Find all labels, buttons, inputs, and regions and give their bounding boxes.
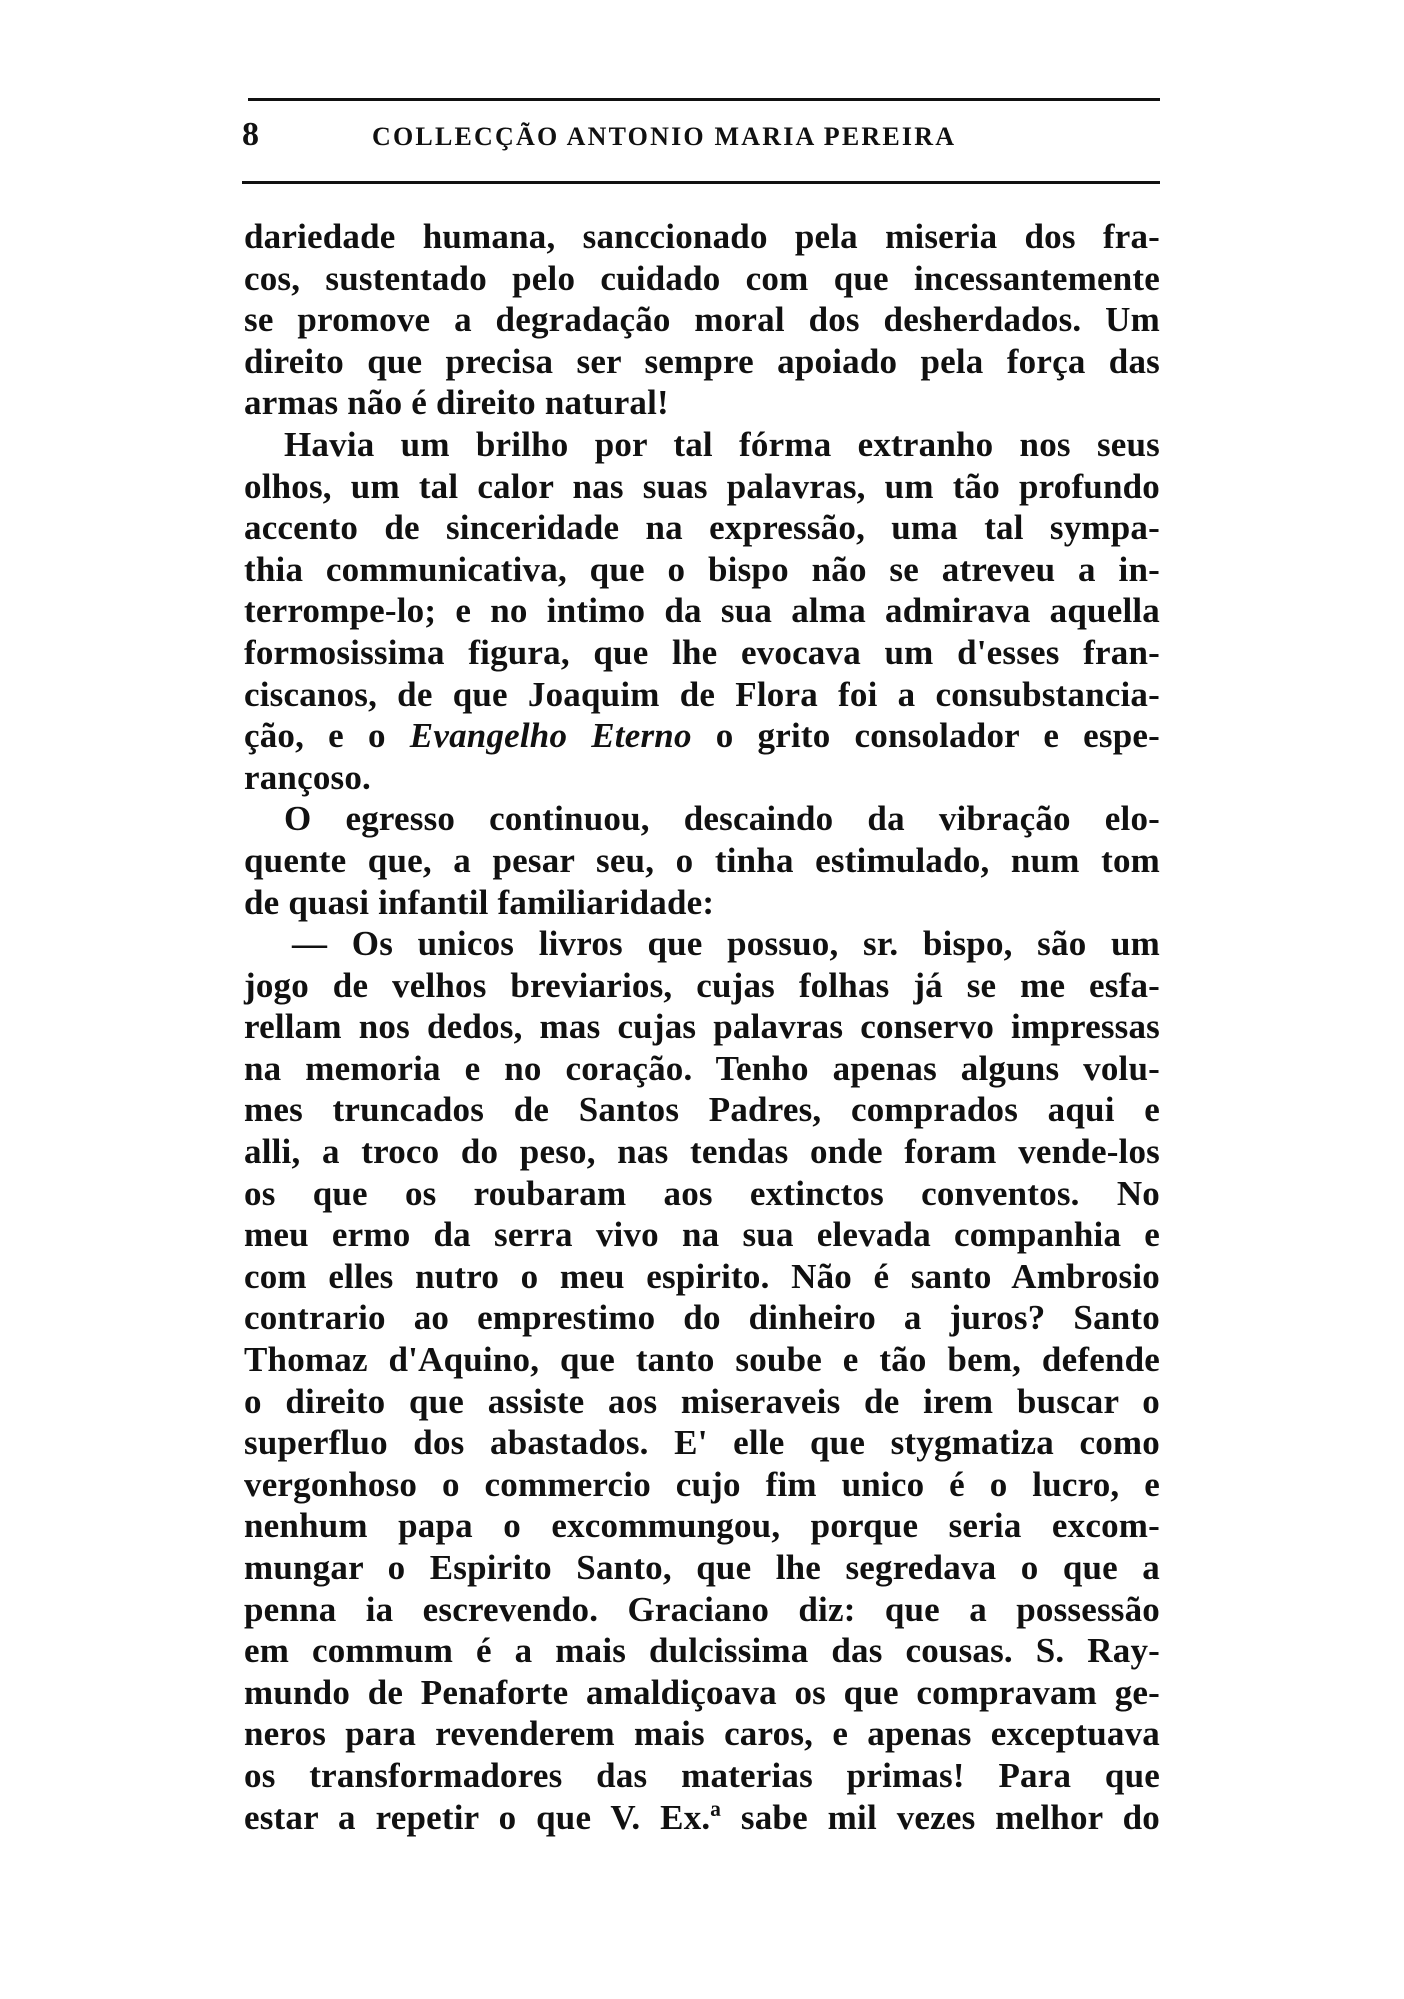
text-line: cos, sustentado pelo cuidado com que incessantemente	[244, 258, 1160, 298]
text-line: meu ermo da serra vivo na sua elevada companhia e	[244, 1215, 1160, 1255]
line-head: ção, e o	[244, 716, 410, 756]
text-line: os transformadores das materias primas! Para que	[244, 1755, 1160, 1795]
text-line: na memoria e no coração. Tenho apenas alguns volu-	[244, 1048, 1160, 1088]
text-line: olhos, um tal calor nas suas palavras, um tão profundo	[244, 466, 1160, 506]
text-line: nenhum papa o excommungou, porque seria excom-	[244, 1506, 1160, 1546]
text-line: rellam nos dedos, mas cujas palavras conservo impressas	[244, 1007, 1160, 1047]
text-line: jogo de velhos breviarios, cujas folhas já se me esfa-	[244, 965, 1160, 1005]
text-line: estar a repetir o que V. Ex.ª sabe mil vezes melhor do	[244, 1797, 1160, 1837]
page-number: 8	[242, 116, 259, 153]
text-line: com elles nutro o meu espirito. Não é santo Ambrosio	[244, 1256, 1160, 1296]
running-title: COLLECÇÃO ANTONIO MARIA PEREIRA	[372, 122, 957, 151]
text-line: quente que, a pesar seu, o tinha estimulado, num tom	[244, 840, 1160, 880]
header-rule-bottom	[242, 181, 1160, 184]
text-line: — Os unicos livros que possuo, sr. bispo, são um	[292, 924, 1160, 964]
text-line: thia communicativa, que o bispo não se atreveu a in-	[244, 549, 1160, 589]
text-line: rançoso.	[244, 757, 372, 797]
text-line: superfluo dos abastados. E' elle que stygmatiza como	[244, 1423, 1160, 1463]
text-line: terrompe-lo; e no intimo da sua alma admirava aquella	[244, 591, 1160, 631]
line-tail: o grito consolador e espe-	[691, 716, 1160, 756]
text-line: de quasi infantil familiaridade:	[244, 882, 715, 922]
text-line: mundo de Penaforte amaldiçoava os que compravam ge-	[244, 1672, 1160, 1712]
text-line: direito que precisa ser sempre apoiado pela força das	[244, 341, 1160, 381]
text-line: armas não é direito natural!	[244, 383, 669, 423]
text-line: O egresso continuou, descaindo da vibração elo-	[284, 799, 1160, 839]
text-line: contrario ao emprestimo do dinheiro a juros? Santo	[244, 1298, 1160, 1338]
text-line: dariedade humana, sanccionado pela miseria dos fra-	[244, 217, 1160, 256]
text-line: Havia um brilho por tal fórma extranho nos seus	[284, 424, 1160, 464]
header-rule-top	[248, 98, 1160, 101]
text-line: penna ia escrevendo. Graciano diz: que a possessão	[244, 1589, 1160, 1629]
text-line: accento de sinceridade na expressão, uma tal sympa-	[244, 508, 1160, 548]
body-text	[244, 216, 1160, 1838]
text-line: em commum é a mais dulcissima das cousas. S. Ray-	[244, 1631, 1160, 1671]
text-line: formosissima figura, que lhe evocava um d'esses fran-	[244, 632, 1160, 672]
text-line: mes truncados de Santos Padres, comprados aqui e	[244, 1090, 1160, 1130]
text-line: alli, a troco do peso, nas tendas onde foram vende-los	[244, 1132, 1160, 1172]
text-line-with-italic	[244, 715, 1160, 757]
italic-title: Evangelho Eterno	[409, 716, 692, 756]
text-line: neros para revenderem mais caros, e apenas exceptuava	[244, 1714, 1160, 1754]
text-line: Thomaz d'Aquino, que tanto soube e tão bem, defende	[244, 1340, 1160, 1380]
text-line: mungar o Espirito Santo, que lhe segredava o que a	[244, 1548, 1160, 1587]
text-line: ciscanos, de que Joaquim de Flora foi a consubstancia-	[244, 674, 1160, 714]
text-line: os que os roubaram aos extinctos conventos. No	[244, 1173, 1160, 1213]
text-line: vergonhoso o commercio cujo fim unico é o lucro, e	[244, 1464, 1160, 1504]
text-line: o direito que assiste aos miseraveis de irem buscar o	[244, 1381, 1160, 1421]
text-line: se promove a degradação moral dos desherdados. Um	[244, 300, 1160, 340]
